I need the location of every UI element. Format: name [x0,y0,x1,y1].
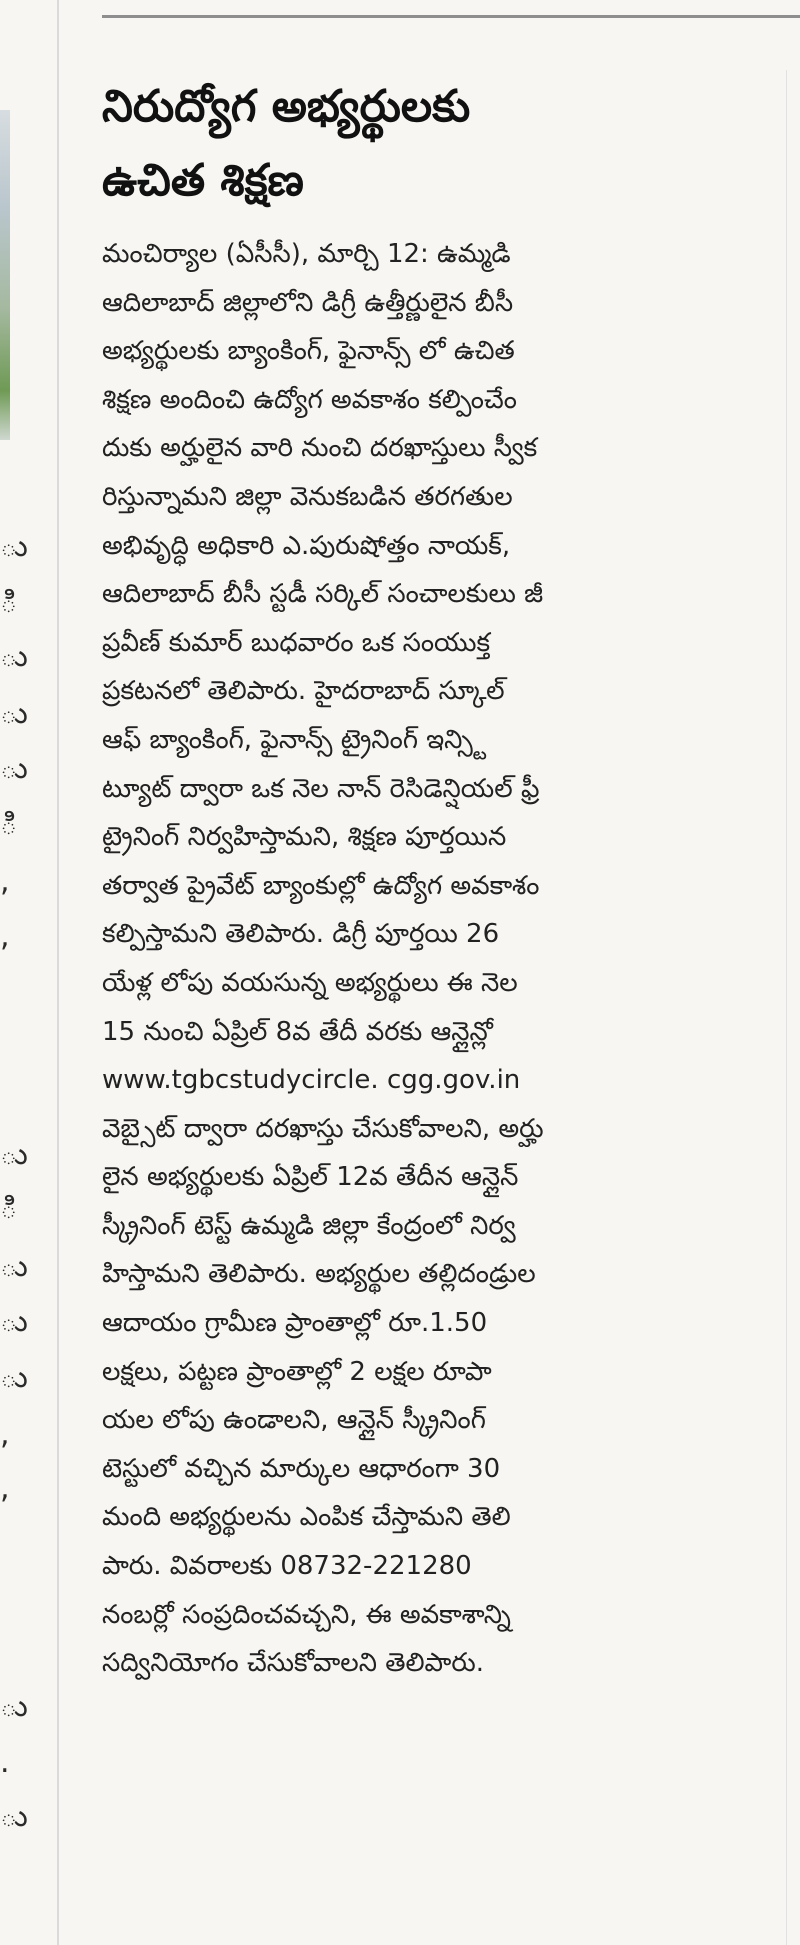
adjacent-column-glyph: ి [0,1191,18,1226]
article-body-line: యల లోపు ఉండాలని, ఆన్లైన్ స్క్రీనింగ్ [102,1405,486,1436]
article-body-line: తర్వాత ప్రైవేట్ బ్యాంకుల్లో ఉద్యోగ అవకాశం [102,870,540,901]
column-divider [57,0,59,1945]
headline-line: ఉచిత శిక్షణ [102,155,304,206]
article-body-line: ట్రైనింగ్ నిర్వహిస్తామని, శిక్షణ పూర్తయిన [102,822,507,853]
adjacent-column-glyph: ు [0,1249,28,1284]
article-body-line: 15 నుంచి ఏప్రిల్ 8వ తేదీ వరకు ఆన్లైన్లో [102,1016,493,1047]
article-body-line: ఆదిలాబాద్ బీసీ స్టడీ సర్కిల్ సంచాలకులు జీ [102,579,544,610]
adjacent-column-glyph: ు [0,529,28,564]
article-body-line: రిస్తున్నామని జిల్లా వెనుకబడిన తరగతుల [102,481,513,512]
article-body-line: ప్రవీణ్ కుమార్ బుధవారం ఒక సంయుక్త [102,627,491,658]
headline-line: నిరుద్యోగ అభ్యర్థులకు [102,81,471,132]
article-body-line: అభ్యర్థులకు బ్యాంకింగ్, ఫైనాన్స్ లో ఉచిత [102,336,515,367]
article-body-line: ట్యూట్ ద్వారా ఒక నెల నాన్ రెసిడెన్షియల్ ఫ్రీ [102,773,540,804]
adjacent-column-fragment [0,0,30,1945]
article-body-line: ఆదాయం గ్రామీణ ప్రాంతాల్లో రూ.1.50 [102,1308,488,1339]
article-body-line: నంబర్లో సంప్రదించవచ్చని, ఈ అవకాశాన్ని [102,1599,511,1630]
adjacent-column-glyph: . [0,1745,10,1780]
article-body-line: ప్రకటనలో తెలిపారు. హైదరాబాద్ స్కూల్ [102,676,505,707]
adjacent-column-glyph: ి [0,807,18,842]
article-body-line: యేళ్ల లోపు వయసున్న అభ్యర్థులు ఈ నెల [102,967,518,998]
adjacent-column-glyph: ు [0,1689,28,1724]
adjacent-column-glyph: ు [0,696,28,731]
top-rule [102,15,800,18]
article-body-line: మంచిర్యాల (ఏసీసీ), మార్చి 12: ఉమ్మడి [102,239,511,269]
article-body-line: టెస్టులో వచ్చిన మార్కుల ఆధారంగా 30 [102,1453,501,1484]
article-body-line: హిస్తామని తెలిపారు. అభ్యర్థుల తల్లిదండ్రుల [102,1259,536,1290]
article-body-line: లైన అభ్యర్థులకు ఏప్రిల్ 12వ తేదీన ఆన్లైన్ [102,1162,519,1193]
adjacent-column-glyph: ి [0,585,18,620]
right-column-rule [786,70,787,1945]
article-body-line: www.tgbcstudycircle. cgg.gov.in [102,1065,521,1096]
article-body-line: సద్వినియోగం చేసుకోవాలని తెలిపారు. [102,1648,485,1679]
adjacent-column-glyph: , [0,919,10,954]
article-body-line: అభివృద్ధి అధికారి ఎ.పురుషోత్తం నాయక్, [102,530,511,561]
adjacent-column-glyph: , [0,1471,10,1506]
article-headline [102,70,718,218]
article-body-line: పారు. వివరాలకు 08732-221280 [102,1551,472,1582]
adjacent-column-glyph: ు [0,751,28,786]
adjacent-column-glyph: ు [0,1137,28,1172]
article-body-line: స్క్రీనింగ్ టెస్ట్ ఉమ్మడి జిల్లా కేంద్రంలో నిర్వ [102,1210,516,1241]
article-body [102,230,718,1688]
article-body-line: ఆదిలాబాద్ జిల్లాలోని డిగ్రీ ఉత్తీర్ణులైన బీసీ [102,287,514,318]
news-article [102,70,718,1688]
adjacent-column-glyph: , [0,864,10,899]
article-body-line: దుకు అర్హులైన వారి నుంచి దరఖాస్తులు స్వీక [102,433,538,464]
article-body-line: కల్పిస్తామని తెలిపారు. డిగ్రీ పూర్తయి 26 [102,919,500,950]
article-body-line: వెబ్సైట్ ద్వారా దరఖాస్తు చేసుకోవాలని, అర్హు [102,1113,544,1144]
article-body-line: శిక్షణ అందించి ఉద్యోగ అవకాశం కల్పించేం [102,384,517,415]
adjacent-column-glyph: ు [0,1304,28,1339]
article-body-line: లక్షలు, పట్టణ ప్రాంతాల్లో 2 లక్షల రూపా [102,1356,492,1387]
adjacent-column-glyph: ు [0,639,28,674]
article-body-line: ఆఫ్ బ్యాంకింగ్, ఫైనాన్స్ ట్రైనింగ్ ఇన్స్టి [102,724,487,755]
adjacent-column-glyph: ు [0,1360,28,1395]
article-body-line: మంది అభ్యర్థులను ఎంపిక చేస్తామని తెలి [102,1502,511,1533]
photo-fragment [0,110,10,440]
adjacent-column-glyph: ు [0,1799,28,1834]
adjacent-column-glyph: , [0,1417,10,1452]
